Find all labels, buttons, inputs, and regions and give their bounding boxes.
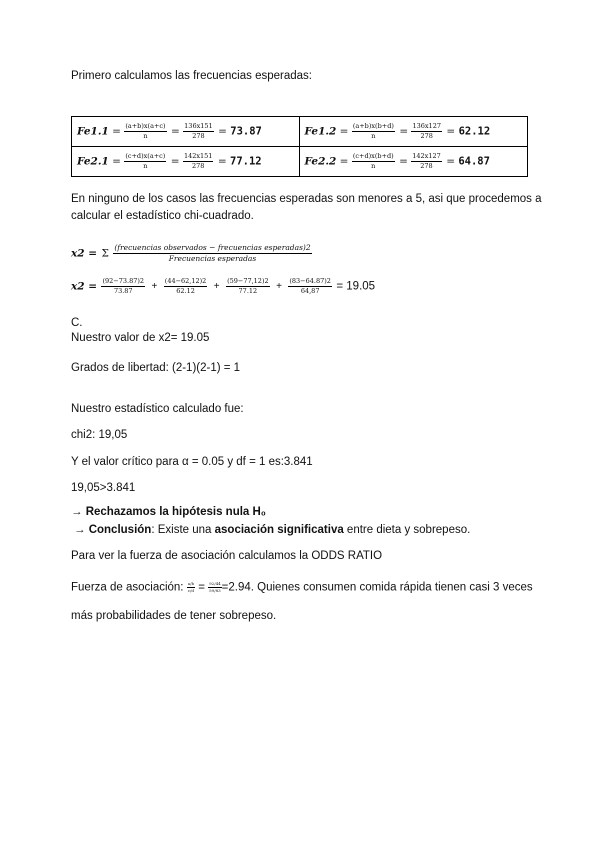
value-line: Nuestro valor de x2= 19.05 (71, 332, 210, 344)
expected-frequencies-table (71, 116, 528, 177)
fraction: $\frac{136x151}{278}$ (184, 122, 213, 140)
fraction: $\frac{(92-73.87)2}{73.87}$ (102, 277, 145, 295)
arrow-icon: → (74, 524, 86, 536)
chi-square-calculation: x2 = $\frac{(92-73.87)2}{73.87}$ + $\frac{(44-62,12)2}{62.12}$ + $\frac{(59-77,12)2}{77.12}$ + $\frac{(83-64.87)2}{64,87}$ = 19.05 (71, 277, 376, 295)
table-cell-fe21: Fe2.1 = $\frac{(c+d)x(a+c)}{n}$ = $\frac{142x151}{278}$ = 77.12 (72, 147, 300, 177)
fraction: $\frac{(a+b)x(a+c)}{n}$ (125, 122, 166, 140)
critical-line: Y el valor crítico para α = 0.05 y df = 1 es:3.841 (71, 456, 313, 468)
chi-square-formula: x2 = Σ $\frac{\text{(frecuencias observados − frecuencias esperadas)2}}{\text{Frecuencias esperadas}}$ (71, 243, 311, 263)
df-line: Grados de libertad: (2-1)(2-1) = 1 (71, 362, 241, 374)
table-cell-fe22: Fe2.2 = $\frac{(c+d)x(b+d)}{n}$ = $\frac{142x127}{278}$ = 64.87 (299, 147, 527, 177)
arrow-icon: → (71, 506, 83, 518)
paragraph-line: En ninguno de los casos las frecuencias esperadas son menores a 5, asi que procedemos a (71, 193, 542, 205)
fraction: $\frac{142x151}{278}$ (183, 152, 213, 170)
chi-line: chi2: 19,05 (71, 429, 128, 441)
fraction: $\frac{(c+d)x(b+d)}{n}$ (352, 152, 394, 170)
table-cell-fe11: Fe1.1 = $\frac{(a+b)x(a+c)}{n}$ = $\frac{136x151}{278}$ = 73.87 (72, 117, 300, 147)
section-label: C. (71, 317, 83, 329)
fraction: $\frac{a/b}{c/d}$ (187, 581, 195, 593)
fraction: $\frac{\text{(frecuencias observados − frecuencias esperadas)2}}{\text{Frecuencias esperadas}}$ (114, 243, 311, 263)
fraction: $\frac{142x127}{278}$ (412, 152, 441, 170)
fraction: $\frac{(83-64.87)2}{64,87}$ (289, 277, 331, 295)
calc-line: Nuestro estadístico calculado fue: (71, 403, 244, 415)
fraction: $\frac{92/44}{59/83}$ (209, 581, 221, 593)
fraction: $\frac{(c+d)x(a+c)}{n}$ (125, 152, 166, 170)
intro-text: Primero calculamos las frecuencias esperadas: (71, 70, 312, 82)
fraction: $\frac{(59-77,12)2}{77.12}$ (227, 277, 269, 295)
paragraph-line: calcular el estadístico chi-cuadrado. (71, 210, 254, 222)
odds-intro: Para ver la fuerza de asociación calculamos la ODDS RATIO (71, 550, 383, 562)
conclusion-line: → Conclusión: Existe una asociación significativa entre dieta y sobrepeso. (74, 524, 471, 536)
strength-line: Fuerza de asociación: $\frac{a/b}{c/d}$ = $\frac{92/44}{59/83}$ =2.94. Quienes consumen comida rápida tienen casi 3 veces (71, 581, 533, 594)
fraction: $\frac{(44-62,12)2}{62.12}$ (164, 277, 207, 295)
strength-line-2: más probabilidades de tener sobrepeso. (71, 610, 277, 622)
fraction: $\frac{136x127}{278}$ (412, 122, 441, 140)
fraction: $\frac{(a+b)x(b+d)}{n}$ (352, 122, 394, 140)
reject-line: → Rechazamos la hipótesis nula H₀ (71, 506, 266, 518)
table-cell-fe12: Fe1.2 = $\frac{(a+b)x(b+d)}{n}$ = $\frac{136x127}{278}$ = 62.12 (299, 117, 527, 147)
compare-line: 19,05>3.841 (71, 482, 136, 494)
